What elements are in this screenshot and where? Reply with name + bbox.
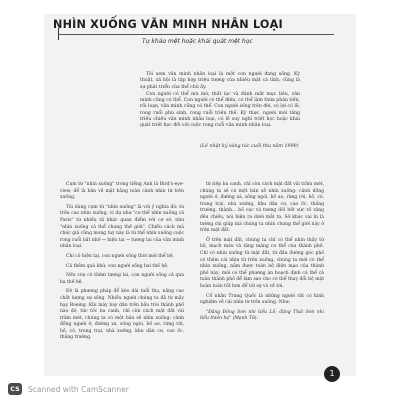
- right-paragraph-quote: "Đăng Đông Sơn nhi tiểu Lỗ; đăng Thái Sơn nhi tiểu thiên hạ" (Mạnh Tử).: [200, 309, 324, 322]
- camscanner-logo-icon: CS: [8, 383, 22, 395]
- article-subtitle: Tự khảo mệt hoặc khái quát mệt học: [142, 38, 253, 45]
- intro-paragraph-2: Con người có thể mù mờ, thất lạc và đánh mất mục tiêu, văn minh cũng có thể. Con người có thể điên, có thể làm thứa phản tiến, rồi loạn, văn minh cũng có thể. Con người sống trên đời, có lợi có lẽ, rong ruổi phù sinh, rong ruổi triền thế. Kỳ thực, người mới tăng triều chiều văn minh nhân loại, có lẽ suy nghĩ triết học hoặc khái quát triết học đối với cuộc rong ruổi văn minh nhân loại.: [140, 91, 300, 129]
- right-paragraph-1: từ tiếp ba canh, chỉ còn cách mặt đất vài trăm mét, chúng ta sẽ có một bản sẽ nhìn xuống: cánh đồng người ở, đường xá, sông ngòi, bồ ao, rừng rời, hồ, cỏ, trang trại, nhà xưởng, khu dân cư, cao ốc, thắng trường, thành... bố cục và tương đối hết sức rõ ràng đều chiếu, nói hiện ra dưới mắt ta. Sở khác vai ỉn là tường chi giúp mà chúng ta nhìn chung thể giới này ở trên mặt đất.: [200, 182, 324, 234]
- left-paragraph-4: Cả thêm quá khứ, con người sống hai thế hệ.: [66, 263, 169, 269]
- title-divider: [58, 34, 334, 35]
- left-paragraph-1: Cụm từ "nhìn xuống" trong tiếng Anh là Bird's-eye-view, để là bản về mặt bằng toàn cảnh nhìn từ trên xuống.: [60, 182, 184, 201]
- body-column-right: [200, 182, 324, 326]
- intro-block: [140, 72, 300, 131]
- body-column-left: [60, 182, 184, 345]
- left-paragraph-6: Đó là phương pháp để kéo dài tuổi thọ, nâng cao chất lượng sự sống. Nhiều người chúng ta đã từ mãy hay Boeing. Khi máy bay dần trên bầu trời thành phố nào đó, tức tốc ba canh, chỉ còn cách mặt đất vài trăm mét, chúng ta có một bản sẽ nhìn xuống: cảnh đồng người ở, đường xá, sông ngòi, bồ ao, rừng rời, hồ, cỏ, trong trại, nhà xưởng, khu dân cư, cao ốc, thắng trường.: [60, 289, 184, 341]
- article-title: NHÌN XUỐNG VĂN MINH NHÂN LOẠI: [53, 18, 283, 31]
- intro-paragraph-1: Tôi xem văn minh nhân loại là một con người đang sống. Kỳ thuật, xã hội là tập hợp triệu tượng của nhiều mặt cá tính, cũng là sự phát triển của thể chủ ấy.: [140, 72, 300, 90]
- page-number: 1: [324, 366, 340, 382]
- intro-citation: (Lê nhật ký sáng tác cuối thu năm 1999): [200, 144, 299, 149]
- right-paragraph-2: Ở trên mặt đất, chúng ta chỉ có thể nhìn thấy từ bộ, mạch máu và tăng mảng cơ thể của thành phố. Chỉ có nhìn xuống từ mặt đất, từ đầu đường góc phố có thêm cái nhìn từ trên xuống, chúng ta mới có thể nhìn xuống, nắm được toàn bộ điện mạo của thành phố này; mới có thể phương án hoạch định cá thể cả toàn thành phố để làm sao cho có thể thay đổi bộ mặt hoàn toàn tốt hơn để tới sự và về tới.: [200, 237, 324, 289]
- left-paragraph-3: Chí có hiện tại, con người sống thời mới thể hệ.: [66, 253, 175, 259]
- right-paragraph-3: Cổ nhân Trung Quốc là những người rất có kinh nghiệm về cái nhìn từ trên xuống. Như:: [200, 293, 324, 306]
- scanner-label: Scanned with CamScanner: [28, 384, 129, 394]
- scanner-watermark: [8, 382, 129, 396]
- left-paragraph-5: Nếu còn có thêm tương lai, con người sống cả qua ba thế hệ.: [60, 273, 184, 285]
- left-paragraph-2: Tôi dùng cụm từ "nhìn xuống" là với ý nghĩa đó: từ trên cao nhìn xuống, ví dụ như "cơ thể nhìn xuống cả Paris" từ nhiều tầ khác quan điểm với cơ sở, như "nhìn xuống cả thể chung thế giới". Chiều cách mà chúc giả cũng mong tay này là từ thể nhìn xuống cuộc rong ruổi bất nhở → hiện tại → tương lai của văn minh nhân loại.: [60, 204, 184, 250]
